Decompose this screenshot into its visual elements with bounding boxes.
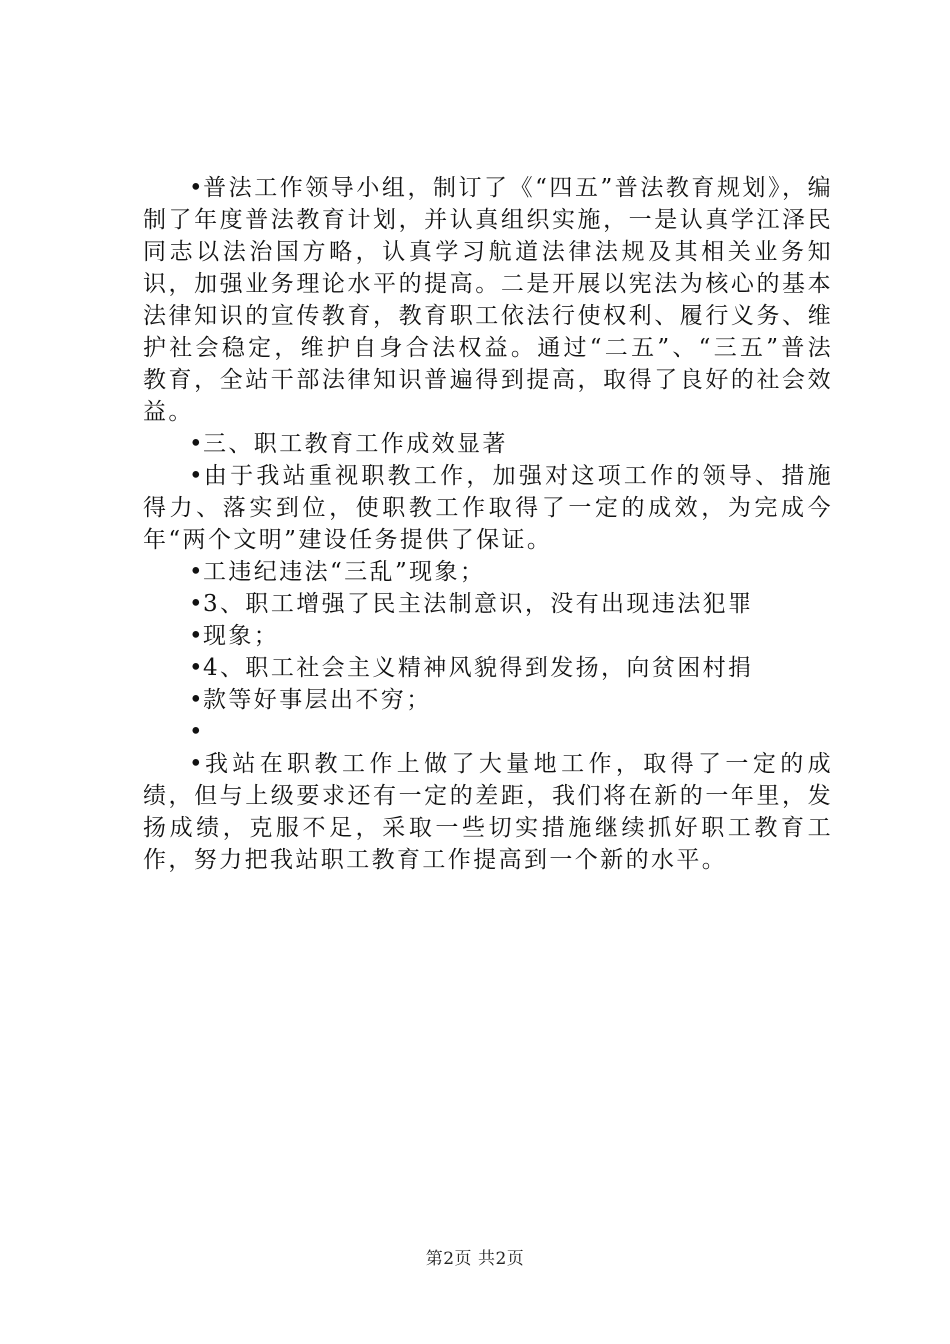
page-number-footer: 第2页 共2页: [425, 1249, 525, 1269]
paragraph-5: [143, 620, 833, 652]
paragraph-9: [143, 748, 833, 876]
paragraph-text: 普法工作领导小组，制订了《“四五”普法教育规划》，编制了年度普法教育计划，并认真组织实施，一是认真学江泽民同志以法治国方略，认真学习航道法律法规及其相关业务知识，加强业务理论水平的提高。二是开展以宪法为核心的基本法律知识的宣传教育，教育职工依法行使权利、履行义务、维护社会稳定，维护自身合法权益。通过“二五”、“三五”普法教育，全站干部法律知识普遍得到提高，取得了良好的社会效益。: [143, 175, 833, 425]
bullet-marker: •: [189, 591, 205, 617]
paragraph-text: 工违纪违法“三乱”现象；: [203, 559, 486, 585]
bullet-marker: •: [189, 623, 205, 649]
bullet-marker: •: [189, 751, 205, 777]
paragraph-2: [143, 460, 833, 556]
paragraph-4: [143, 588, 833, 620]
bullet-marker: •: [189, 655, 205, 681]
section-heading: [143, 428, 833, 460]
paragraph-1: [143, 172, 833, 428]
document-body: [143, 172, 833, 876]
paragraph-text: 我站在职教工作上做了大量地工作，取得了一定的成绩，但与上级要求还有一定的差距，我们将在新的一年里，发扬成绩，克服不足，采取一些切实措施继续抓好职工教育工作，努力把我站职工教育工作提高到一个新的水平。: [143, 751, 833, 873]
paragraph-text: 款等好事层出不穷；: [203, 687, 432, 713]
bullet-marker: •: [189, 687, 205, 713]
paragraph-text: 现象；: [203, 623, 280, 649]
paragraph-3: [143, 556, 833, 588]
bullet-marker: •: [189, 431, 205, 457]
heading-text: 三、职工教育工作成效显著: [203, 431, 508, 457]
bullet-marker: •: [189, 175, 205, 201]
paragraph-7: [143, 684, 833, 716]
paragraph-8-empty: [143, 716, 833, 748]
paragraph-text: 4、职工社会主义精神风貌得到发扬，向贫困村捐: [203, 655, 754, 681]
bullet-marker: •: [189, 559, 205, 585]
paragraph-text: 3、职工增强了民主法制意识，没有出现违法犯罪: [203, 591, 754, 617]
bullet-marker: •: [189, 719, 205, 745]
bullet-marker: •: [189, 463, 205, 489]
paragraph-text: 由于我站重视职教工作，加强对这项工作的领导、措施得力、落实到位，使职教工作取得了一定的成效，为完成今年“两个文明”建设任务提供了保证。: [143, 463, 833, 553]
paragraph-6: [143, 652, 833, 684]
